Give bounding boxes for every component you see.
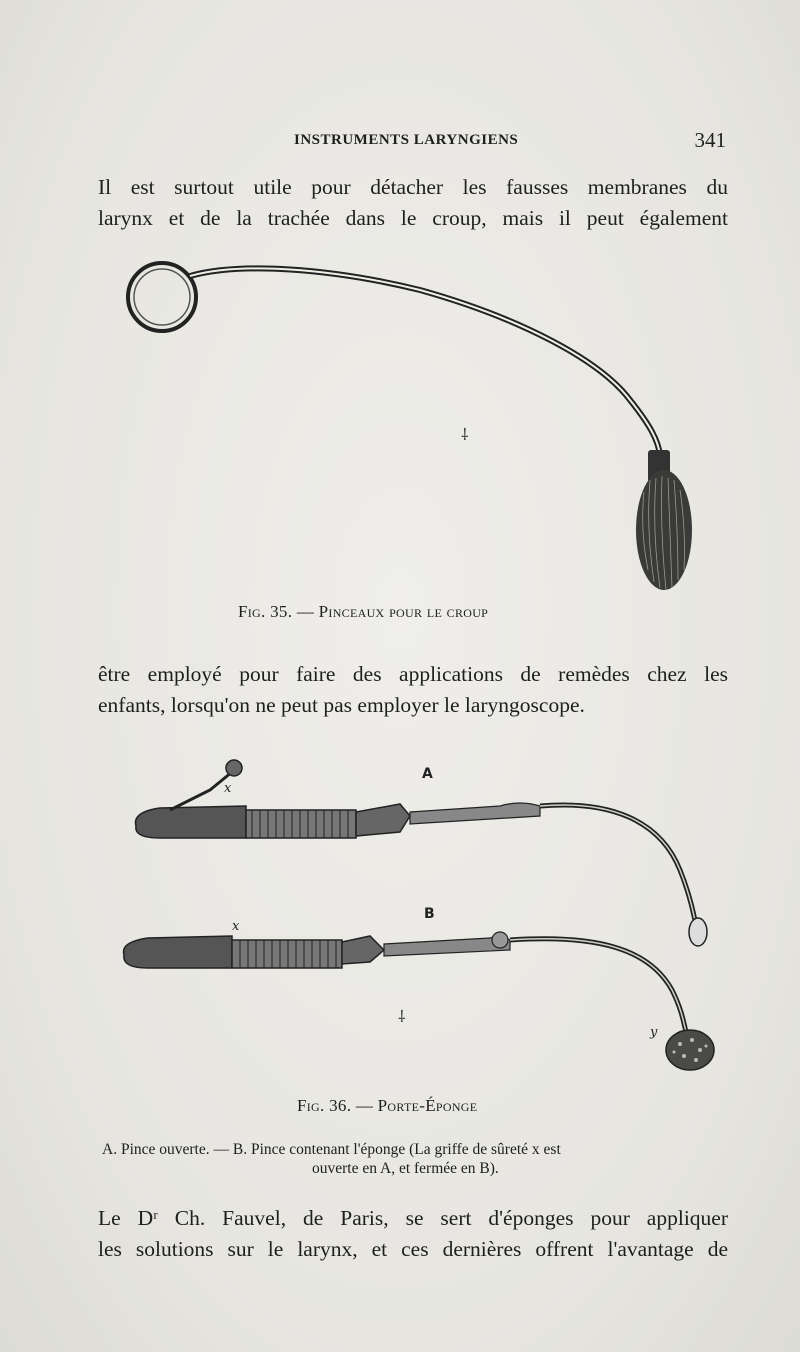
label-a: A	[422, 766, 433, 782]
sponge-shape	[666, 1030, 714, 1070]
legend-line-2: ouverte en A, et fermée en B).	[312, 1160, 499, 1177]
paragraph-1-line-2: larynx et de la trachée dans le croup, mais il peut également	[98, 206, 728, 230]
figure-36-legend	[102, 1140, 732, 1178]
paragraph-2-line-1: être employé pour faire des applications de remèdes chez les	[98, 662, 728, 686]
label-b: B	[424, 906, 435, 922]
label-x-b: x	[232, 919, 240, 934]
label-y: y	[650, 1025, 658, 1040]
page-number: 341	[694, 128, 726, 152]
paragraph-3-line-1: Le Dʳ Ch. Fauvel, de Paris, se sert d'éponges pour appliquer	[98, 1206, 728, 1230]
running-head-title: INSTRUMENTS LARYNGIENS	[294, 132, 519, 148]
forceps-b-shape	[124, 932, 715, 1070]
svg-text:⸸: ⸸	[461, 425, 469, 444]
paragraph-2-line-2: enfants, lorsqu'on ne peut pas employer le laryngoscope.	[98, 693, 585, 717]
paragraph-3-line-2: les solutions sur le larynx, et ces dernières offrent l'avantage de	[98, 1237, 728, 1261]
forceps-a-shape	[136, 760, 708, 946]
paragraph-1-line-1: Il est surtout utile pour détacher les fausses membranes du	[98, 175, 728, 199]
svg-text:⸸: ⸸	[398, 1007, 406, 1026]
label-x-a: x	[224, 781, 232, 796]
figure-35-caption: Fig. 35. — Pinceaux pour le croup	[238, 602, 489, 621]
legend-line-1: A. Pince ouverte. — B. Pince contenant l'éponge (La griffe de sûreté x est	[102, 1141, 561, 1158]
figure-36-caption: Fig. 36. — Porte-Éponge	[297, 1096, 478, 1115]
